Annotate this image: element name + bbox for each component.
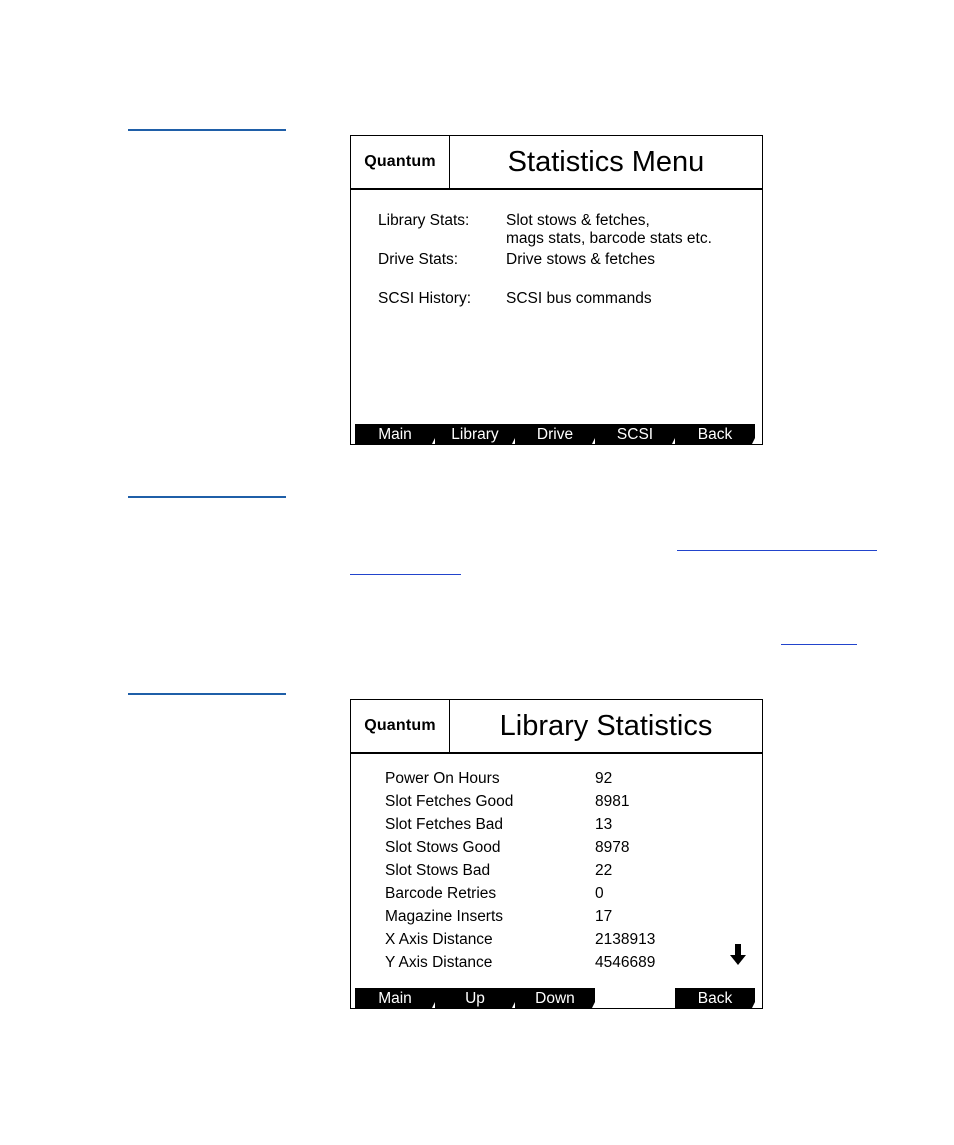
softkey-back[interactable]: Back bbox=[675, 988, 755, 1008]
stat-label: Slot Fetches Good bbox=[385, 793, 514, 810]
screen-header bbox=[351, 136, 762, 190]
stat-label: Power On Hours bbox=[385, 770, 500, 787]
softkey-bar bbox=[351, 423, 762, 444]
menu-item-desc: Drive stows & fetches bbox=[506, 251, 656, 268]
menu-item-desc: SCSI bus commands bbox=[506, 290, 652, 307]
quantum-logo: Quantum bbox=[351, 700, 450, 752]
menu-item-label: SCSI History: bbox=[378, 290, 472, 307]
stat-value: 17 bbox=[595, 908, 613, 925]
stat-label: Slot Stows Bad bbox=[385, 862, 491, 879]
stat-row bbox=[351, 885, 762, 905]
softkey-drive[interactable]: Drive bbox=[515, 424, 595, 444]
menu-item-label: Drive Stats: bbox=[378, 251, 459, 268]
menu-item-label: Library Stats: bbox=[378, 212, 470, 229]
stat-value: 13 bbox=[595, 816, 613, 833]
cross-reference-link-2[interactable] bbox=[350, 574, 461, 575]
stat-row bbox=[351, 770, 762, 790]
page-title: Statistics Menu bbox=[507, 145, 705, 178]
stat-value: 2138913 bbox=[595, 931, 656, 948]
stat-label: Y Axis Distance bbox=[385, 954, 493, 971]
statistics-menu-screen bbox=[350, 135, 763, 445]
softkey-bar bbox=[351, 987, 762, 1008]
stat-row bbox=[351, 839, 762, 859]
stat-label: Magazine Inserts bbox=[385, 908, 504, 925]
softkey-up[interactable]: Up bbox=[435, 988, 515, 1008]
softkey-main[interactable]: Main bbox=[355, 424, 435, 444]
stat-row bbox=[351, 862, 762, 882]
quantum-logo: Quantum bbox=[351, 136, 450, 188]
section-rule-1 bbox=[128, 129, 286, 131]
menu-item-scsi-history bbox=[351, 290, 762, 310]
menu-list bbox=[351, 190, 762, 422]
stat-value: 8981 bbox=[595, 793, 630, 810]
stat-value: 92 bbox=[595, 770, 613, 787]
softkey-library[interactable]: Library bbox=[435, 424, 515, 444]
cross-reference-link-3[interactable] bbox=[781, 644, 857, 645]
section-rule-2 bbox=[128, 496, 286, 498]
stat-value: 8978 bbox=[595, 839, 630, 856]
menu-item-library-stats-cont bbox=[351, 230, 762, 250]
menu-item-drive-stats bbox=[351, 251, 762, 271]
stat-row bbox=[351, 931, 762, 951]
menu-item-desc: Slot stows & fetches, bbox=[506, 212, 650, 229]
cross-reference-link-1[interactable] bbox=[677, 550, 877, 551]
stat-row bbox=[351, 793, 762, 813]
menu-item-library-stats bbox=[351, 212, 762, 232]
stats-list bbox=[351, 754, 762, 986]
softkey-empty bbox=[595, 988, 675, 1008]
stat-label: Slot Stows Good bbox=[385, 839, 501, 856]
screen-header bbox=[351, 700, 762, 754]
stat-row bbox=[351, 908, 762, 928]
stat-value: 4546689 bbox=[595, 954, 656, 971]
stat-label: X Axis Distance bbox=[385, 931, 493, 948]
stat-label: Slot Fetches Bad bbox=[385, 816, 504, 833]
arrow-down-icon bbox=[729, 944, 747, 966]
softkey-down[interactable]: Down bbox=[515, 988, 595, 1008]
stat-row bbox=[351, 954, 762, 974]
softkey-main[interactable]: Main bbox=[355, 988, 435, 1008]
softkey-scsi[interactable]: SCSI bbox=[595, 424, 675, 444]
stat-label: Barcode Retries bbox=[385, 885, 497, 902]
stat-value: 22 bbox=[595, 862, 613, 879]
menu-item-desc: mags stats, barcode stats etc. bbox=[506, 230, 712, 247]
page-title: Library Statistics bbox=[499, 709, 713, 742]
stat-row bbox=[351, 816, 762, 836]
library-statistics-screen bbox=[350, 699, 763, 1009]
section-rule-3 bbox=[128, 693, 286, 695]
stat-value: 0 bbox=[595, 885, 604, 902]
softkey-back[interactable]: Back bbox=[675, 424, 755, 444]
